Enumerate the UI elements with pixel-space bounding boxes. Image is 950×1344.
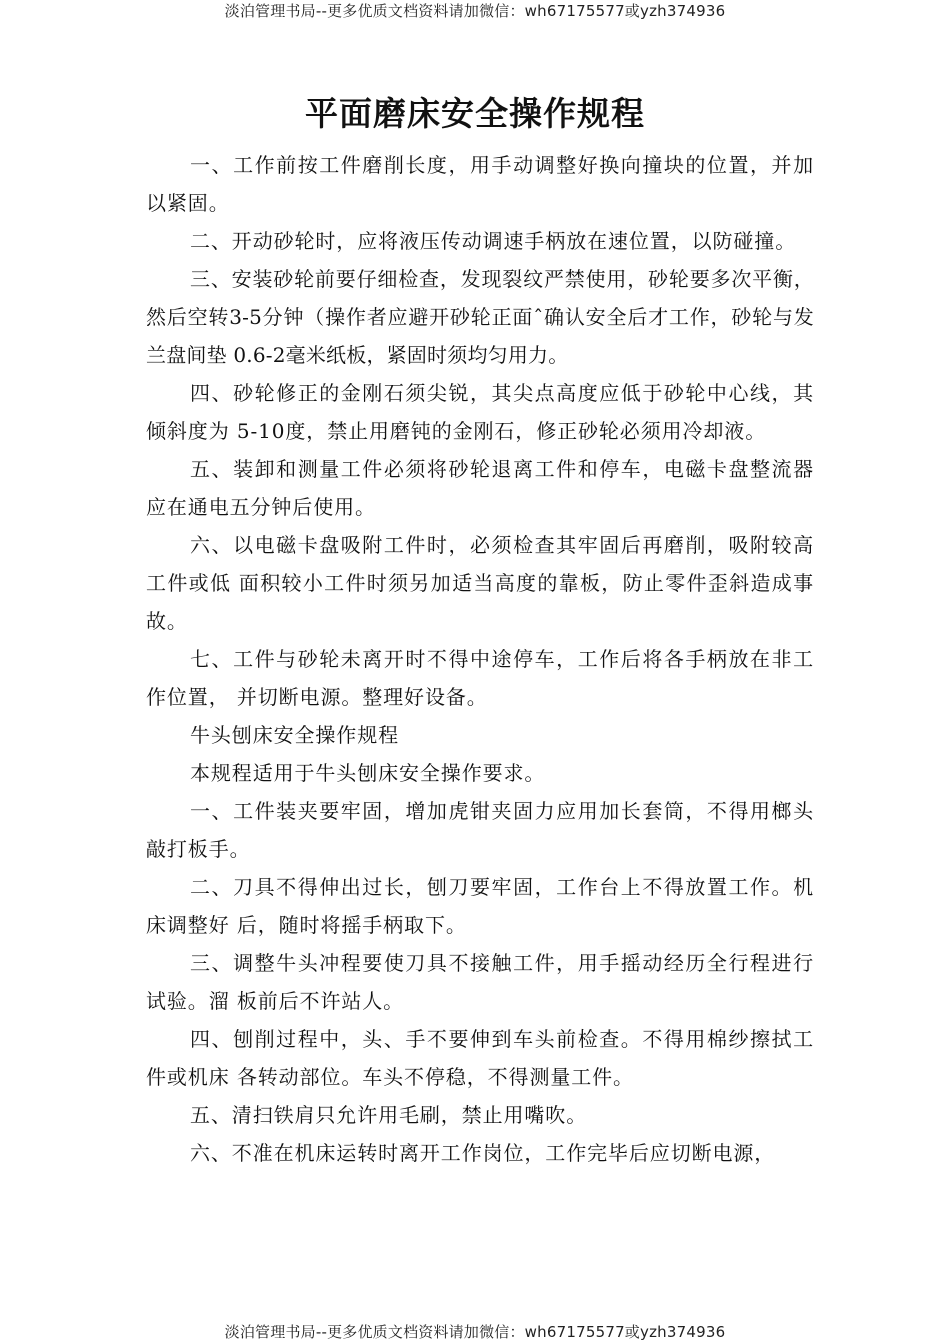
paragraph-grinder-2: 二、开动砂轮时，应将液压传动调速手柄放在速位置，以防碰撞。: [190, 229, 797, 253]
paragraph-grinder-7: 七、工件与砂轮未离开时不得中途停车，工作后将各手柄放在非工作位置， 并切断电源。整理好设备。: [146, 647, 814, 709]
header-watermark: 淡泊管理书局--更多优质文档资料请加微信：wh67175577或yzh374936: [224, 2, 726, 20]
paragraph-grinder-6: 六、以电磁卡盘吸附工件时，必须检查其牢固后再磨削，吸附较高工件或低 面积较小工件时须另加适当高度的靠板，防止零件歪斜造成事故。: [146, 533, 814, 633]
paragraph-grinder-1: 一、工作前按工件磨削长度，用手动调整好换向撞块的位置，并加以紧固。: [146, 153, 814, 215]
document-body: [146, 146, 814, 1172]
paragraph-shaper-1: 一、工件装夹要牢固，增加虎钳夹固力应用加长套筒，不得用榔头敲打板手。: [146, 799, 814, 861]
paragraph-shaper-3: 三、调整牛头冲程要使刀具不接触工件，用手摇动经历全行程进行试验。溜 板前后不许站人。: [146, 951, 814, 1013]
paragraph-grinder-3: 三、安装砂轮前要仔细检查，发现裂纹严禁使用，砂轮要多次平衡，然后空转3-5分钟（操作者应避开砂轮正面ˆ确认安全后才工作，砂轮与发兰盘间垫 0.6-2毫米纸板，紧固时须均匀用力。: [146, 267, 814, 367]
paragraph-shaper-4: 四、刨削过程中，头、手不要伸到车头前检查。不得用棉纱擦拭工件或机床 各转动部位。车头不停稳，不得测量工件。: [146, 1027, 814, 1089]
footer-watermark: 淡泊管理书局--更多优质文档资料请加微信：wh67175577或yzh374936: [224, 1323, 726, 1341]
paragraph-grinder-5: 五、装卸和测量工件必须将砂轮退离工件和停车，电磁卡盘整流器应在通电五分钟后使用。: [146, 457, 814, 519]
paragraph-shaper-scope: 本规程适用于牛头刨床安全操作要求。: [190, 761, 546, 785]
paragraph-shaper-2: 二、刀具不得伸出过长，刨刀要牢固，工作台上不得放置工作。机床调整好 后，随时将摇手柄取下。: [146, 875, 814, 937]
document-title: 平面磨床安全操作规程: [305, 94, 645, 133]
paragraph-shaper-6: 六、不准在机床运转时离开工作岗位，工作完毕后应切断电源，: [190, 1141, 776, 1165]
section-heading-shaper: 牛头刨床安全操作规程: [190, 723, 399, 747]
paragraph-shaper-5: 五、清扫铁肩只允许用毛刷，禁止用嘴吹。: [190, 1103, 588, 1127]
paragraph-grinder-4: 四、砂轮修正的金刚石须尖锐，其尖点高度应低于砂轮中心线，其倾斜度为 5-10度，禁止用磨钝的金刚石，修正砂轮必须用冷却液。: [146, 381, 814, 443]
